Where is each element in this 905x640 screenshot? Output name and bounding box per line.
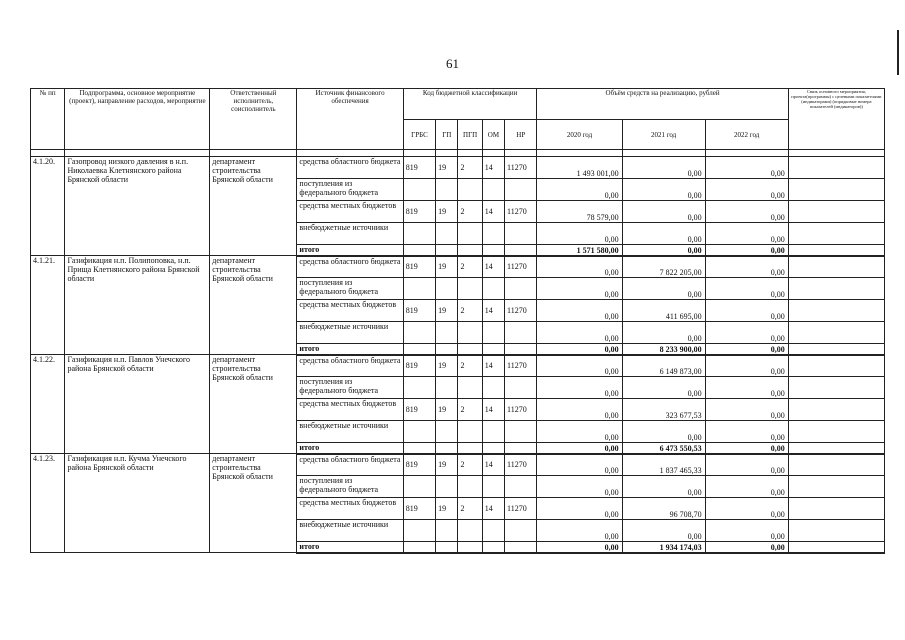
amount-2020: 0,00 xyxy=(537,278,622,300)
code-om: 14 xyxy=(482,157,504,179)
amount-2020: 0,00 xyxy=(537,454,622,476)
code-om: 14 xyxy=(482,399,504,421)
amount-2021: 411 695,00 xyxy=(622,300,705,322)
indicator-link xyxy=(788,443,884,454)
code-pgp xyxy=(458,377,482,399)
amount-2022: 0,00 xyxy=(705,201,788,223)
code-nr xyxy=(505,223,537,245)
indicator-link xyxy=(788,179,884,201)
code-gp: 19 xyxy=(436,300,458,322)
amount-2020: 0,00 xyxy=(537,300,622,322)
indicator-link xyxy=(788,377,884,399)
code-pgp xyxy=(458,223,482,245)
amount-2022: 0,00 xyxy=(705,454,788,476)
code-grbs xyxy=(403,377,435,399)
code-gp xyxy=(436,344,458,355)
amount-2021: 0,00 xyxy=(622,157,705,179)
amount-2021: 6 149 873,00 xyxy=(622,355,705,377)
code-nr xyxy=(505,443,537,454)
amount-2021: 0,00 xyxy=(622,322,705,344)
table-row xyxy=(31,454,885,476)
indicator-link xyxy=(788,223,884,245)
amount-2021: 0,00 xyxy=(622,377,705,399)
indicator-link xyxy=(788,421,884,443)
row-number: 4.1.21. xyxy=(31,256,65,355)
col-subprogram: Подпрограмма, основное мероприятие (проект), направление расходов, мероприятие xyxy=(65,89,210,150)
amount-2022: 0,00 xyxy=(705,223,788,245)
amount-2021: 0,00 xyxy=(622,421,705,443)
amount-2021: 8 233 900,00 xyxy=(622,344,705,355)
page-edge-line xyxy=(897,30,899,75)
amount-2020: 1 571 580,00 xyxy=(537,245,622,256)
col-link: Связь основного мероприятия, проекта(программы) с целевыми показателями (индикаторами) (порядковые номера показателей (индикаторов)) xyxy=(788,89,884,150)
event-name: Газификация н.п. Кучма Унечского района Брянской области xyxy=(65,454,210,553)
amount-2022: 0,00 xyxy=(705,245,788,256)
source-cell: поступления из федерального бюджета xyxy=(297,278,403,300)
amount-2022: 0,00 xyxy=(705,542,788,553)
table-row xyxy=(31,256,885,278)
amount-2022: 0,00 xyxy=(705,179,788,201)
code-grbs: 819 xyxy=(403,256,435,278)
col-2021: 2021 год xyxy=(622,120,705,150)
code-om xyxy=(482,245,504,256)
amount-2022: 0,00 xyxy=(705,520,788,542)
source-cell: средства местных бюджетов xyxy=(297,399,403,421)
code-grbs xyxy=(403,223,435,245)
amount-2020: 0,00 xyxy=(537,476,622,498)
code-nr: 11270 xyxy=(505,256,537,278)
code-grbs: 819 xyxy=(403,355,435,377)
amount-2020: 0,00 xyxy=(537,223,622,245)
responsible-executor: департамент строительства Брянской области xyxy=(210,256,297,355)
amount-2021: 323 677,53 xyxy=(622,399,705,421)
code-gp xyxy=(436,245,458,256)
code-om xyxy=(482,344,504,355)
col-gp: ГП xyxy=(436,120,458,150)
code-om: 14 xyxy=(482,355,504,377)
code-nr xyxy=(505,421,537,443)
table-row xyxy=(31,157,885,179)
amount-2022: 0,00 xyxy=(705,421,788,443)
amount-2021: 0,00 xyxy=(622,476,705,498)
row-number: 4.1.20. xyxy=(31,157,65,256)
source-cell: средства областного бюджета xyxy=(297,454,403,476)
code-grbs xyxy=(403,245,435,256)
source-cell: поступления из федерального бюджета xyxy=(297,377,403,399)
code-gp xyxy=(436,322,458,344)
col-source: Источник финансового обеспечения xyxy=(297,89,403,150)
amount-2021: 0,00 xyxy=(622,278,705,300)
source-cell: внебюджетные источники xyxy=(297,322,403,344)
col-pgp: ПГП xyxy=(458,120,482,150)
code-om: 14 xyxy=(482,201,504,223)
responsible-executor: департамент строительства Брянской области xyxy=(210,157,297,256)
code-gp xyxy=(436,223,458,245)
code-grbs: 819 xyxy=(403,454,435,476)
code-gp xyxy=(436,520,458,542)
amount-2020: 0,00 xyxy=(537,355,622,377)
code-gp: 19 xyxy=(436,157,458,179)
code-gp xyxy=(436,421,458,443)
event-name: Газификация н.п. Павлов Унечского района Брянской области xyxy=(65,355,210,454)
code-grbs xyxy=(403,344,435,355)
source-cell: поступления из федерального бюджета xyxy=(297,476,403,498)
indicator-link xyxy=(788,278,884,300)
code-nr: 11270 xyxy=(505,201,537,223)
code-nr xyxy=(505,245,537,256)
indicator-link xyxy=(788,300,884,322)
code-grbs: 819 xyxy=(403,498,435,520)
amount-2021: 0,00 xyxy=(622,520,705,542)
code-nr: 11270 xyxy=(505,355,537,377)
amount-2020: 0,00 xyxy=(537,322,622,344)
code-grbs xyxy=(403,421,435,443)
code-pgp xyxy=(458,245,482,256)
indicator-link xyxy=(788,157,884,179)
amount-2022: 0,00 xyxy=(705,377,788,399)
code-om: 14 xyxy=(482,454,504,476)
amount-2022: 0,00 xyxy=(705,443,788,454)
responsible-executor: департамент строительства Брянской области xyxy=(210,454,297,553)
code-nr: 11270 xyxy=(505,454,537,476)
event-name: Газопровод низкого давления в н.п. Николаевка Клетнянского района Брянской области xyxy=(65,157,210,256)
code-om xyxy=(482,223,504,245)
amount-2022: 0,00 xyxy=(705,322,788,344)
code-pgp: 2 xyxy=(458,300,482,322)
amount-2020: 0,00 xyxy=(537,399,622,421)
amount-2022: 0,00 xyxy=(705,498,788,520)
amount-2022: 0,00 xyxy=(705,476,788,498)
amount-2021: 7 822 205,00 xyxy=(622,256,705,278)
amount-2021: 6 473 550,53 xyxy=(622,443,705,454)
amount-2021: 0,00 xyxy=(622,223,705,245)
code-grbs: 819 xyxy=(403,157,435,179)
indicator-link xyxy=(788,498,884,520)
code-gp: 19 xyxy=(436,399,458,421)
source-cell: итого xyxy=(297,344,403,355)
code-grbs: 819 xyxy=(403,300,435,322)
source-cell: итого xyxy=(297,245,403,256)
source-cell: внебюджетные источники xyxy=(297,520,403,542)
source-cell: внебюджетные источники xyxy=(297,421,403,443)
code-gp xyxy=(436,377,458,399)
amount-2022: 0,00 xyxy=(705,355,788,377)
indicator-link xyxy=(788,256,884,278)
code-pgp xyxy=(458,322,482,344)
source-cell: средства местных бюджетов xyxy=(297,498,403,520)
code-pgp xyxy=(458,344,482,355)
amount-2020: 0,00 xyxy=(537,344,622,355)
amount-2022: 0,00 xyxy=(705,157,788,179)
amount-2020: 0,00 xyxy=(537,542,622,553)
indicator-link xyxy=(788,520,884,542)
code-grbs xyxy=(403,322,435,344)
code-pgp xyxy=(458,179,482,201)
source-cell: поступления из федерального бюджета xyxy=(297,179,403,201)
code-grbs: 819 xyxy=(403,399,435,421)
amount-2022: 0,00 xyxy=(705,399,788,421)
code-gp xyxy=(436,278,458,300)
code-pgp xyxy=(458,520,482,542)
code-om xyxy=(482,179,504,201)
code-om: 14 xyxy=(482,300,504,322)
code-pgp: 2 xyxy=(458,399,482,421)
code-pgp xyxy=(458,476,482,498)
amount-2021: 1 837 465,33 xyxy=(622,454,705,476)
source-cell: итого xyxy=(297,542,403,553)
table-body xyxy=(31,157,885,553)
code-grbs xyxy=(403,476,435,498)
code-nr xyxy=(505,322,537,344)
code-gp xyxy=(436,179,458,201)
responsible-executor: департамент строительства Брянской области xyxy=(210,355,297,454)
code-gp: 19 xyxy=(436,498,458,520)
col-om: ОМ xyxy=(482,120,504,150)
code-nr xyxy=(505,278,537,300)
code-gp xyxy=(436,476,458,498)
col-budget-code: Код бюджетной классификации xyxy=(403,89,537,120)
col-2022: 2022 год xyxy=(705,120,788,150)
code-om xyxy=(482,377,504,399)
table-row xyxy=(31,355,885,377)
code-pgp: 2 xyxy=(458,256,482,278)
code-nr: 11270 xyxy=(505,157,537,179)
code-pgp: 2 xyxy=(458,498,482,520)
code-nr xyxy=(505,344,537,355)
code-nr xyxy=(505,520,537,542)
code-gp xyxy=(436,542,458,553)
code-nr: 11270 xyxy=(505,498,537,520)
amount-2020: 0,00 xyxy=(537,179,622,201)
code-om xyxy=(482,443,504,454)
code-nr: 11270 xyxy=(505,300,537,322)
col-responsible: Ответственный исполнитель, соисполнитель xyxy=(210,89,297,150)
col-grbs: ГРБС xyxy=(403,120,435,150)
code-nr xyxy=(505,476,537,498)
code-pgp: 2 xyxy=(458,454,482,476)
program-table xyxy=(30,88,885,554)
amount-2021: 1 934 174,03 xyxy=(622,542,705,553)
code-om xyxy=(482,520,504,542)
page-number: 61 xyxy=(446,56,459,71)
code-grbs xyxy=(403,278,435,300)
code-gp: 19 xyxy=(436,256,458,278)
amount-2020: 0,00 xyxy=(537,421,622,443)
col-2020: 2020 год xyxy=(537,120,622,150)
code-pgp: 2 xyxy=(458,201,482,223)
code-om: 14 xyxy=(482,498,504,520)
code-pgp xyxy=(458,421,482,443)
code-grbs xyxy=(403,542,435,553)
code-grbs: 819 xyxy=(403,201,435,223)
table-header xyxy=(31,89,885,157)
col-no: № пп xyxy=(31,89,65,150)
code-pgp xyxy=(458,542,482,553)
col-nr: НР xyxy=(505,120,537,150)
code-om: 14 xyxy=(482,256,504,278)
code-nr: 11270 xyxy=(505,399,537,421)
code-pgp xyxy=(458,278,482,300)
indicator-link xyxy=(788,322,884,344)
code-pgp: 2 xyxy=(458,355,482,377)
indicator-link xyxy=(788,476,884,498)
indicator-link xyxy=(788,399,884,421)
amount-2022: 0,00 xyxy=(705,256,788,278)
amount-2021: 0,00 xyxy=(622,179,705,201)
code-grbs xyxy=(403,179,435,201)
indicator-link xyxy=(788,245,884,256)
code-gp: 19 xyxy=(436,201,458,223)
amount-2021: 0,00 xyxy=(622,245,705,256)
source-cell: средства областного бюджета xyxy=(297,256,403,278)
header-spacer-row xyxy=(31,150,885,157)
amount-2020: 1 493 001,00 xyxy=(537,157,622,179)
event-name: Газификация н.п. Полипоповка, н.п. Прища Клетнянского района Брянской области xyxy=(65,256,210,355)
code-om xyxy=(482,421,504,443)
indicator-link xyxy=(788,355,884,377)
amount-2020: 78 579,00 xyxy=(537,201,622,223)
indicator-link xyxy=(788,344,884,355)
code-nr xyxy=(505,179,537,201)
code-grbs xyxy=(403,443,435,454)
code-gp: 19 xyxy=(436,355,458,377)
indicator-link xyxy=(788,201,884,223)
indicator-link xyxy=(788,542,884,553)
code-gp xyxy=(436,443,458,454)
row-number: 4.1.22. xyxy=(31,355,65,454)
source-cell: средства местных бюджетов xyxy=(297,300,403,322)
code-pgp xyxy=(458,443,482,454)
code-gp: 19 xyxy=(436,454,458,476)
source-cell: средства областного бюджета xyxy=(297,157,403,179)
col-volume: Объём средств на реализацию, рублей xyxy=(537,89,788,120)
source-cell: средства местных бюджетов xyxy=(297,201,403,223)
amount-2020: 0,00 xyxy=(537,443,622,454)
code-nr xyxy=(505,542,537,553)
amount-2022: 0,00 xyxy=(705,278,788,300)
code-om xyxy=(482,476,504,498)
code-grbs xyxy=(403,520,435,542)
amount-2021: 0,00 xyxy=(622,201,705,223)
code-om xyxy=(482,542,504,553)
code-nr xyxy=(505,377,537,399)
source-cell: средства областного бюджета xyxy=(297,355,403,377)
amount-2020: 0,00 xyxy=(537,520,622,542)
code-om xyxy=(482,278,504,300)
amount-2020: 0,00 xyxy=(537,256,622,278)
amount-2020: 0,00 xyxy=(537,498,622,520)
amount-2022: 0,00 xyxy=(705,300,788,322)
code-pgp: 2 xyxy=(458,157,482,179)
row-number: 4.1.23. xyxy=(31,454,65,553)
code-om xyxy=(482,322,504,344)
source-cell: итого xyxy=(297,443,403,454)
indicator-link xyxy=(788,454,884,476)
amount-2022: 0,00 xyxy=(705,344,788,355)
amount-2020: 0,00 xyxy=(537,377,622,399)
amount-2021: 96 708,70 xyxy=(622,498,705,520)
source-cell: внебюджетные источники xyxy=(297,223,403,245)
